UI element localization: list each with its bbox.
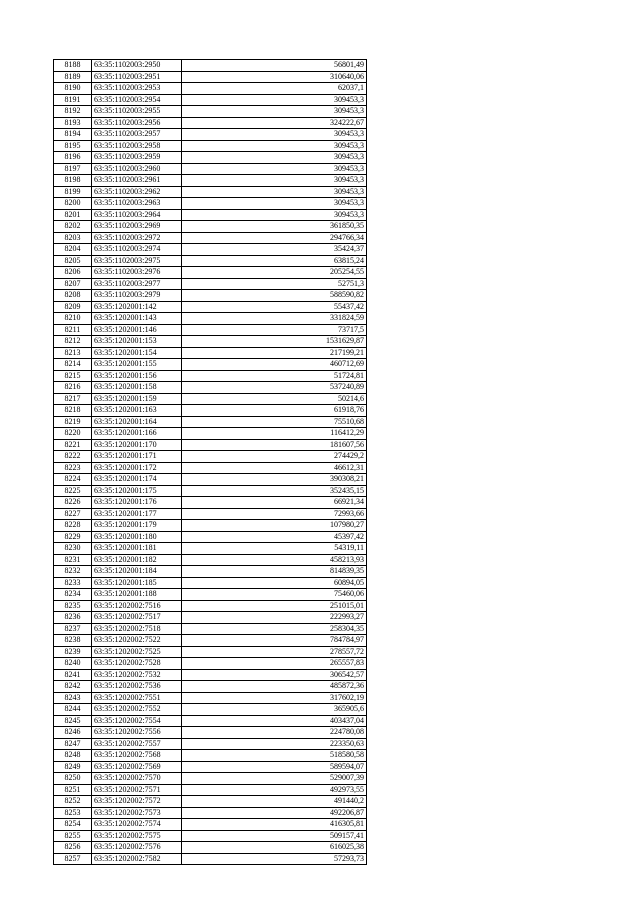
table-row bbox=[54, 336, 367, 348]
table-row bbox=[54, 324, 367, 336]
cadastral-number-cell: 63:35:1202002:7557 bbox=[92, 738, 182, 750]
table-row bbox=[54, 94, 367, 106]
cadastral-value-cell: 361850,35 bbox=[182, 221, 367, 233]
table-row bbox=[54, 658, 367, 670]
cadastral-value-cell: 309453,3 bbox=[182, 140, 367, 152]
cadastral-number-cell: 63:35:1202002:7572 bbox=[92, 796, 182, 808]
cadastral-number-cell: 63:35:1102003:2954 bbox=[92, 94, 182, 106]
row-number-cell: 8197 bbox=[54, 163, 92, 175]
cadastral-number-cell: 63:35:1102003:2975 bbox=[92, 255, 182, 267]
table-row bbox=[54, 393, 367, 405]
cadastral-value-cell: 390308,21 bbox=[182, 474, 367, 486]
table-row bbox=[54, 198, 367, 210]
row-number-cell: 8201 bbox=[54, 209, 92, 221]
cadastral-number-cell: 63:35:1102003:2951 bbox=[92, 71, 182, 83]
cadastral-number-cell: 63:35:1202001:171 bbox=[92, 451, 182, 463]
table-row bbox=[54, 71, 367, 83]
cadastral-number-cell: 63:35:1202001:163 bbox=[92, 405, 182, 417]
cadastral-number-cell: 63:35:1202001:184 bbox=[92, 566, 182, 578]
cadastral-number-cell: 63:35:1202002:7517 bbox=[92, 612, 182, 624]
cadastral-value-cell: 265557,83 bbox=[182, 658, 367, 670]
cadastral-value-cell: 331824,59 bbox=[182, 313, 367, 325]
cadastral-number-cell: 63:35:1202002:7552 bbox=[92, 704, 182, 716]
cadastral-number-cell: 63:35:1102003:2972 bbox=[92, 232, 182, 244]
cadastral-value-cell: 63815,24 bbox=[182, 255, 367, 267]
row-number-cell: 8253 bbox=[54, 807, 92, 819]
table-row bbox=[54, 727, 367, 739]
cadastral-number-cell: 63:35:1202001:172 bbox=[92, 462, 182, 474]
table-row bbox=[54, 474, 367, 486]
table-row bbox=[54, 497, 367, 509]
table-row bbox=[54, 301, 367, 313]
row-number-cell: 8198 bbox=[54, 175, 92, 187]
cadastral-number-cell: 63:35:1202002:7570 bbox=[92, 773, 182, 785]
table-row bbox=[54, 278, 367, 290]
row-number-cell: 8215 bbox=[54, 370, 92, 382]
cadastral-number-cell: 63:35:1202001:155 bbox=[92, 359, 182, 371]
cadastral-value-cell: 66921,34 bbox=[182, 497, 367, 509]
row-number-cell: 8202 bbox=[54, 221, 92, 233]
row-number-cell: 8256 bbox=[54, 842, 92, 854]
table-row bbox=[54, 267, 367, 279]
cadastral-number-cell: 63:35:1102003:2979 bbox=[92, 290, 182, 302]
row-number-cell: 8228 bbox=[54, 520, 92, 532]
cadastral-value-cell: 222993,27 bbox=[182, 612, 367, 624]
cadastral-number-cell: 63:35:1202001:156 bbox=[92, 370, 182, 382]
table-row bbox=[54, 692, 367, 704]
cadastral-number-cell: 63:35:1202001:164 bbox=[92, 416, 182, 428]
row-number-cell: 8257 bbox=[54, 853, 92, 865]
table-row bbox=[54, 370, 367, 382]
cadastral-value-cell: 309453,3 bbox=[182, 186, 367, 198]
cadastral-number-cell: 63:35:1102003:2956 bbox=[92, 117, 182, 129]
row-number-cell: 8244 bbox=[54, 704, 92, 716]
row-number-cell: 8238 bbox=[54, 635, 92, 647]
row-number-cell: 8223 bbox=[54, 462, 92, 474]
cadastral-value-cell: 492973,55 bbox=[182, 784, 367, 796]
cadastral-value-cell: 492206,87 bbox=[182, 807, 367, 819]
cadastral-value-cell: 107980,27 bbox=[182, 520, 367, 532]
cadastral-value-cell: 223350,63 bbox=[182, 738, 367, 750]
row-number-cell: 8189 bbox=[54, 71, 92, 83]
table-row bbox=[54, 566, 367, 578]
row-number-cell: 8225 bbox=[54, 485, 92, 497]
row-number-cell: 8217 bbox=[54, 393, 92, 405]
cadastral-number-cell: 63:35:1202002:7582 bbox=[92, 853, 182, 865]
cadastral-number-cell: 63:35:1102003:2976 bbox=[92, 267, 182, 279]
cadastral-number-cell: 63:35:1202002:7536 bbox=[92, 681, 182, 693]
table-row bbox=[54, 60, 367, 72]
row-number-cell: 8212 bbox=[54, 336, 92, 348]
cadastral-value-cell: 306542,57 bbox=[182, 669, 367, 681]
cadastral-number-cell: 63:35:1102003:2974 bbox=[92, 244, 182, 256]
cadastral-value-cell: 317602,19 bbox=[182, 692, 367, 704]
cadastral-value-cell: 814839,35 bbox=[182, 566, 367, 578]
cadastral-value-cell: 45397,42 bbox=[182, 531, 367, 543]
cadastral-value-cell: 1531629,87 bbox=[182, 336, 367, 348]
cadastral-number-cell: 63:35:1202002:7532 bbox=[92, 669, 182, 681]
cadastral-number-cell: 63:35:1102003:2955 bbox=[92, 106, 182, 118]
cadastral-number-cell: 63:35:1102003:2963 bbox=[92, 198, 182, 210]
row-number-cell: 8220 bbox=[54, 428, 92, 440]
table-row bbox=[54, 738, 367, 750]
cadastral-value-cell: 72993,66 bbox=[182, 508, 367, 520]
table-row bbox=[54, 807, 367, 819]
cadastral-number-cell: 63:35:1102003:2959 bbox=[92, 152, 182, 164]
table-row bbox=[54, 186, 367, 198]
table-row bbox=[54, 761, 367, 773]
cadastral-number-cell: 63:35:1102003:2960 bbox=[92, 163, 182, 175]
cadastral-value-cell: 309453,3 bbox=[182, 129, 367, 141]
row-number-cell: 8234 bbox=[54, 589, 92, 601]
cadastral-value-cell: 309453,3 bbox=[182, 198, 367, 210]
cadastral-value-cell: 62037,1 bbox=[182, 83, 367, 95]
row-number-cell: 8193 bbox=[54, 117, 92, 129]
cadastral-value-cell: 518580,58 bbox=[182, 750, 367, 762]
table-row bbox=[54, 359, 367, 371]
cadastral-value-cell: 509157,41 bbox=[182, 830, 367, 842]
cadastral-value-cell: 56801,49 bbox=[182, 60, 367, 72]
cadastral-value-cell: 116412,29 bbox=[182, 428, 367, 440]
cadastral-value-cell: 61918,76 bbox=[182, 405, 367, 417]
table-row bbox=[54, 163, 367, 175]
cadastral-value-cell: 309453,3 bbox=[182, 106, 367, 118]
cadastral-value-cell: 537240,89 bbox=[182, 382, 367, 394]
cadastral-number-cell: 63:35:1202001:154 bbox=[92, 347, 182, 359]
cadastral-number-cell: 63:35:1202001:159 bbox=[92, 393, 182, 405]
row-number-cell: 8231 bbox=[54, 554, 92, 566]
row-number-cell: 8195 bbox=[54, 140, 92, 152]
table-row bbox=[54, 244, 367, 256]
row-number-cell: 8255 bbox=[54, 830, 92, 842]
table-row bbox=[54, 646, 367, 658]
table-row bbox=[54, 704, 367, 716]
table-row bbox=[54, 773, 367, 785]
cadastral-value-table bbox=[53, 59, 367, 865]
table-row bbox=[54, 175, 367, 187]
table-row bbox=[54, 842, 367, 854]
cadastral-value-cell: 35424,37 bbox=[182, 244, 367, 256]
cadastral-value-cell: 365905,6 bbox=[182, 704, 367, 716]
table-row bbox=[54, 313, 367, 325]
table-row bbox=[54, 520, 367, 532]
row-number-cell: 8206 bbox=[54, 267, 92, 279]
cadastral-number-cell: 63:35:1102003:2964 bbox=[92, 209, 182, 221]
cadastral-value-cell: 416305,81 bbox=[182, 819, 367, 831]
row-number-cell: 8210 bbox=[54, 313, 92, 325]
cadastral-value-cell: 181607,56 bbox=[182, 439, 367, 451]
table-row bbox=[54, 554, 367, 566]
cadastral-value-cell: 403437,04 bbox=[182, 715, 367, 727]
row-number-cell: 8240 bbox=[54, 658, 92, 670]
row-number-cell: 8191 bbox=[54, 94, 92, 106]
table-row bbox=[54, 152, 367, 164]
cadastral-number-cell: 63:35:1102003:2961 bbox=[92, 175, 182, 187]
table-row bbox=[54, 232, 367, 244]
row-number-cell: 8249 bbox=[54, 761, 92, 773]
row-number-cell: 8232 bbox=[54, 566, 92, 578]
cadastral-number-cell: 63:35:1202001:177 bbox=[92, 508, 182, 520]
row-number-cell: 8239 bbox=[54, 646, 92, 658]
cadastral-value-cell: 57293,73 bbox=[182, 853, 367, 865]
cadastral-number-cell: 63:35:1102003:2957 bbox=[92, 129, 182, 141]
cadastral-value-cell: 55437,42 bbox=[182, 301, 367, 313]
cadastral-value-cell: 278557,72 bbox=[182, 646, 367, 658]
row-number-cell: 8205 bbox=[54, 255, 92, 267]
cadastral-number-cell: 63:35:1202002:7569 bbox=[92, 761, 182, 773]
cadastral-number-cell: 63:35:1102003:2969 bbox=[92, 221, 182, 233]
table-row bbox=[54, 508, 367, 520]
table-row bbox=[54, 140, 367, 152]
table-body bbox=[54, 60, 367, 865]
table-row bbox=[54, 255, 367, 267]
cadastral-value-cell: 784784,97 bbox=[182, 635, 367, 647]
row-number-cell: 8207 bbox=[54, 278, 92, 290]
row-number-cell: 8237 bbox=[54, 623, 92, 635]
row-number-cell: 8216 bbox=[54, 382, 92, 394]
cadastral-number-cell: 63:35:1102003:2977 bbox=[92, 278, 182, 290]
cadastral-number-cell: 63:35:1202001:176 bbox=[92, 497, 182, 509]
row-number-cell: 8219 bbox=[54, 416, 92, 428]
table-row bbox=[54, 819, 367, 831]
row-number-cell: 8203 bbox=[54, 232, 92, 244]
table-row bbox=[54, 623, 367, 635]
cadastral-number-cell: 63:35:1202001:181 bbox=[92, 543, 182, 555]
table-row bbox=[54, 715, 367, 727]
cadastral-number-cell: 63:35:1102003:2953 bbox=[92, 83, 182, 95]
table-row bbox=[54, 405, 367, 417]
table-row bbox=[54, 796, 367, 808]
row-number-cell: 8229 bbox=[54, 531, 92, 543]
cadastral-number-cell: 63:35:1202001:166 bbox=[92, 428, 182, 440]
table-row bbox=[54, 462, 367, 474]
cadastral-value-cell: 309453,3 bbox=[182, 163, 367, 175]
table-row bbox=[54, 451, 367, 463]
row-number-cell: 8247 bbox=[54, 738, 92, 750]
cadastral-number-cell: 63:35:1202002:7516 bbox=[92, 600, 182, 612]
cadastral-number-cell: 63:35:1202001:153 bbox=[92, 336, 182, 348]
cadastral-number-cell: 63:35:1202002:7568 bbox=[92, 750, 182, 762]
cadastral-value-cell: 73717,5 bbox=[182, 324, 367, 336]
row-number-cell: 8243 bbox=[54, 692, 92, 704]
cadastral-value-cell: 51724,81 bbox=[182, 370, 367, 382]
table-row bbox=[54, 117, 367, 129]
cadastral-value-cell: 75460,06 bbox=[182, 589, 367, 601]
cadastral-value-cell: 310640,06 bbox=[182, 71, 367, 83]
table-row bbox=[54, 209, 367, 221]
cadastral-value-cell: 458213,93 bbox=[182, 554, 367, 566]
row-number-cell: 8242 bbox=[54, 681, 92, 693]
row-number-cell: 8251 bbox=[54, 784, 92, 796]
cadastral-value-cell: 217199,21 bbox=[182, 347, 367, 359]
cadastral-number-cell: 63:35:1202001:174 bbox=[92, 474, 182, 486]
row-number-cell: 8204 bbox=[54, 244, 92, 256]
cadastral-number-cell: 63:35:1202002:7551 bbox=[92, 692, 182, 704]
row-number-cell: 8209 bbox=[54, 301, 92, 313]
cadastral-number-cell: 63:35:1202002:7522 bbox=[92, 635, 182, 647]
cadastral-value-cell: 309453,3 bbox=[182, 175, 367, 187]
cadastral-number-cell: 63:35:1102003:2950 bbox=[92, 60, 182, 72]
cadastral-value-cell: 589594,07 bbox=[182, 761, 367, 773]
cadastral-value-cell: 485872,36 bbox=[182, 681, 367, 693]
cadastral-number-cell: 63:35:1202001:146 bbox=[92, 324, 182, 336]
table-row bbox=[54, 83, 367, 95]
row-number-cell: 8188 bbox=[54, 60, 92, 72]
cadastral-value-cell: 491440,2 bbox=[182, 796, 367, 808]
cadastral-number-cell: 63:35:1202001:182 bbox=[92, 554, 182, 566]
cadastral-number-cell: 63:35:1202001:185 bbox=[92, 577, 182, 589]
table-row bbox=[54, 485, 367, 497]
cadastral-number-cell: 63:35:1202002:7528 bbox=[92, 658, 182, 670]
row-number-cell: 8227 bbox=[54, 508, 92, 520]
cadastral-value-cell: 205254,55 bbox=[182, 267, 367, 279]
cadastral-number-cell: 63:35:1202002:7574 bbox=[92, 819, 182, 831]
cadastral-number-cell: 63:35:1202002:7525 bbox=[92, 646, 182, 658]
cadastral-number-cell: 63:35:1202002:7576 bbox=[92, 842, 182, 854]
cadastral-number-cell: 63:35:1202001:188 bbox=[92, 589, 182, 601]
cadastral-value-cell: 324222,67 bbox=[182, 117, 367, 129]
row-number-cell: 8211 bbox=[54, 324, 92, 336]
row-number-cell: 8213 bbox=[54, 347, 92, 359]
cadastral-value-cell: 309453,3 bbox=[182, 152, 367, 164]
row-number-cell: 8233 bbox=[54, 577, 92, 589]
cadastral-number-cell: 63:35:1202001:143 bbox=[92, 313, 182, 325]
cadastral-number-cell: 63:35:1202002:7573 bbox=[92, 807, 182, 819]
row-number-cell: 8254 bbox=[54, 819, 92, 831]
table-row bbox=[54, 612, 367, 624]
cadastral-value-cell: 309453,3 bbox=[182, 209, 367, 221]
row-number-cell: 8236 bbox=[54, 612, 92, 624]
row-number-cell: 8199 bbox=[54, 186, 92, 198]
table-row bbox=[54, 830, 367, 842]
table-row bbox=[54, 416, 367, 428]
row-number-cell: 8221 bbox=[54, 439, 92, 451]
table-row bbox=[54, 750, 367, 762]
cadastral-value-cell: 258304,35 bbox=[182, 623, 367, 635]
cadastral-value-cell: 75510,68 bbox=[182, 416, 367, 428]
cadastral-value-cell: 274429,2 bbox=[182, 451, 367, 463]
row-number-cell: 8226 bbox=[54, 497, 92, 509]
row-number-cell: 8224 bbox=[54, 474, 92, 486]
cadastral-value-cell: 251015,01 bbox=[182, 600, 367, 612]
row-number-cell: 8248 bbox=[54, 750, 92, 762]
row-number-cell: 8222 bbox=[54, 451, 92, 463]
row-number-cell: 8214 bbox=[54, 359, 92, 371]
row-number-cell: 8252 bbox=[54, 796, 92, 808]
cadastral-number-cell: 63:35:1202002:7571 bbox=[92, 784, 182, 796]
cadastral-number-cell: 63:35:1202001:170 bbox=[92, 439, 182, 451]
table-row bbox=[54, 669, 367, 681]
row-number-cell: 8194 bbox=[54, 129, 92, 141]
cadastral-value-cell: 309453,3 bbox=[182, 94, 367, 106]
row-number-cell: 8230 bbox=[54, 543, 92, 555]
row-number-cell: 8235 bbox=[54, 600, 92, 612]
table-row bbox=[54, 531, 367, 543]
cadastral-value-cell: 224780,08 bbox=[182, 727, 367, 739]
table-row bbox=[54, 439, 367, 451]
table-row bbox=[54, 543, 367, 555]
cadastral-value-cell: 616025,38 bbox=[182, 842, 367, 854]
table-row bbox=[54, 347, 367, 359]
table-row bbox=[54, 635, 367, 647]
cadastral-number-cell: 63:35:1202001:142 bbox=[92, 301, 182, 313]
cadastral-value-cell: 60894,05 bbox=[182, 577, 367, 589]
cadastral-number-cell: 63:35:1202002:7518 bbox=[92, 623, 182, 635]
table-row bbox=[54, 382, 367, 394]
row-number-cell: 8218 bbox=[54, 405, 92, 417]
cadastral-number-cell: 63:35:1102003:2958 bbox=[92, 140, 182, 152]
table-row bbox=[54, 577, 367, 589]
row-number-cell: 8246 bbox=[54, 727, 92, 739]
cadastral-number-cell: 63:35:1202001:179 bbox=[92, 520, 182, 532]
table-row bbox=[54, 129, 367, 141]
table-row bbox=[54, 428, 367, 440]
cadastral-value-cell: 352435,15 bbox=[182, 485, 367, 497]
cadastral-number-cell: 63:35:1202002:7554 bbox=[92, 715, 182, 727]
table-row bbox=[54, 290, 367, 302]
row-number-cell: 8196 bbox=[54, 152, 92, 164]
cadastral-number-cell: 63:35:1202001:158 bbox=[92, 382, 182, 394]
cadastral-number-cell: 63:35:1202001:180 bbox=[92, 531, 182, 543]
cadastral-value-cell: 588590,82 bbox=[182, 290, 367, 302]
row-number-cell: 8245 bbox=[54, 715, 92, 727]
cadastral-value-cell: 52751,3 bbox=[182, 278, 367, 290]
table-row bbox=[54, 600, 367, 612]
cadastral-number-cell: 63:35:1202002:7556 bbox=[92, 727, 182, 739]
cadastral-value-cell: 46612,31 bbox=[182, 462, 367, 474]
table-row bbox=[54, 589, 367, 601]
row-number-cell: 8200 bbox=[54, 198, 92, 210]
row-number-cell: 8250 bbox=[54, 773, 92, 785]
row-number-cell: 8190 bbox=[54, 83, 92, 95]
cadastral-value-cell: 50214,6 bbox=[182, 393, 367, 405]
table-row bbox=[54, 853, 367, 865]
cadastral-value-cell: 460712,69 bbox=[182, 359, 367, 371]
table-row bbox=[54, 681, 367, 693]
table-row bbox=[54, 106, 367, 118]
cadastral-value-cell: 294766,34 bbox=[182, 232, 367, 244]
row-number-cell: 8192 bbox=[54, 106, 92, 118]
cadastral-number-cell: 63:35:1202002:7575 bbox=[92, 830, 182, 842]
cadastral-value-cell: 529007,39 bbox=[182, 773, 367, 785]
cadastral-number-cell: 63:35:1202001:175 bbox=[92, 485, 182, 497]
cadastral-number-cell: 63:35:1102003:2962 bbox=[92, 186, 182, 198]
row-number-cell: 8241 bbox=[54, 669, 92, 681]
cadastral-value-cell: 54319,11 bbox=[182, 543, 367, 555]
row-number-cell: 8208 bbox=[54, 290, 92, 302]
table-row bbox=[54, 221, 367, 233]
table-row bbox=[54, 784, 367, 796]
